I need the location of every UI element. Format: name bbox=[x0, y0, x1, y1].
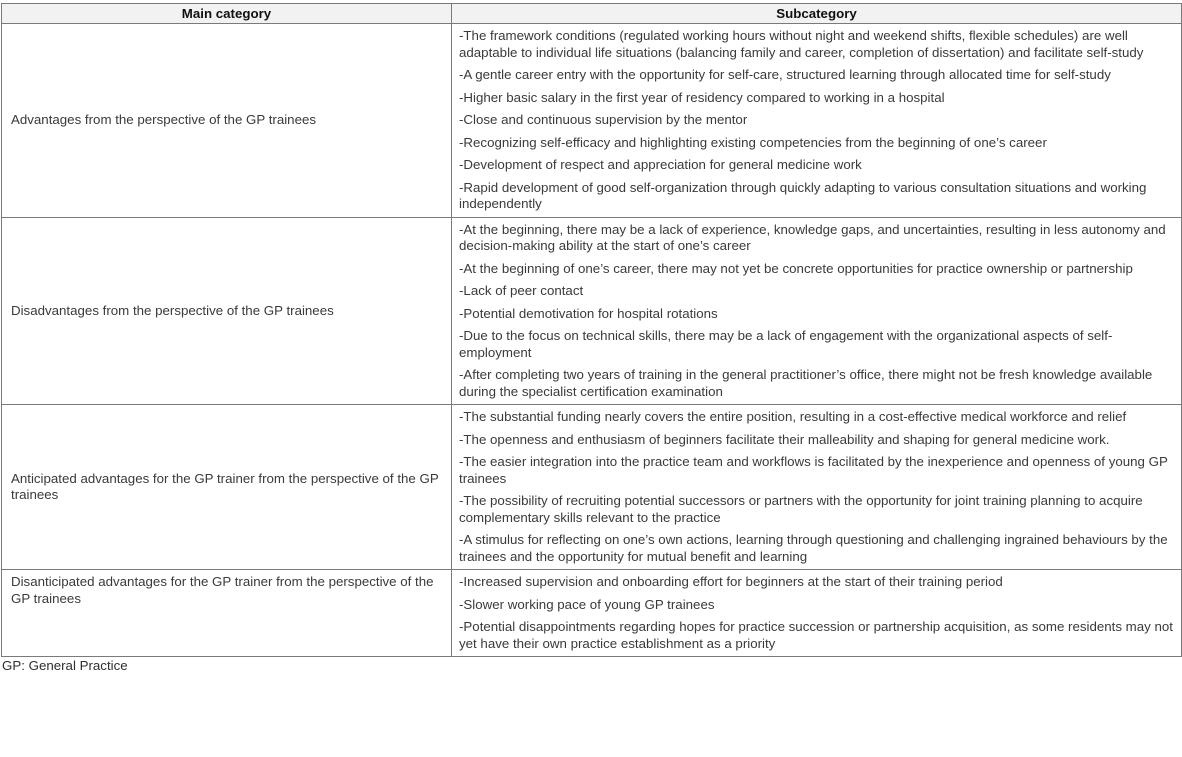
subcategory-item: -Development of respect and appreciation for general medicine work bbox=[459, 157, 862, 172]
subcategory-item: -Rapid development of good self-organization through quickly adapting to various consultation situations and working independently bbox=[459, 179, 1147, 211]
table-row bbox=[2, 570, 1182, 657]
table-row bbox=[2, 217, 1182, 405]
subcategory-item: -At the beginning of one’s career, there may not yet be concrete opportunities for practice ownership or partnership bbox=[459, 260, 1133, 276]
main-category-header: Main category bbox=[2, 4, 452, 24]
subcategory-cell bbox=[452, 24, 1182, 218]
subcategory-cell bbox=[452, 570, 1182, 657]
subcategory-item: -The framework conditions (regulated working hours without night and weekend shifts, flexible schedules) are well adaptable to individual life situations (balancing family and career, completion of dissertation) and facilitate self-study bbox=[459, 28, 1144, 60]
table-body bbox=[2, 24, 1182, 657]
subcategory-cell bbox=[452, 217, 1182, 405]
subcategory-item: -Potential disappointments regarding hopes for practice succession or partnership acquisition, as some residents may not yet have their own practice establishment as a priority bbox=[459, 619, 1173, 651]
table-row bbox=[2, 24, 1182, 218]
subcategory-item: -Close and continuous supervision by the mentor bbox=[459, 112, 748, 127]
category-table bbox=[1, 3, 1182, 657]
subcategory-item: -A gentle career entry with the opportunity for self-care, structured learning through allocated time for self-study bbox=[459, 67, 1111, 82]
table-header-row bbox=[2, 4, 1182, 24]
subcategory-item: -A stimulus for reflecting on one’s own actions, learning through questioning and challenging ingrained behaviours by the trainees and the opportunity for mutual benefit and learning bbox=[459, 532, 1168, 564]
subcategory-item: -The openness and enthusiasm of beginners facilitate their malleability and shaping for general medicine work. bbox=[459, 431, 1110, 447]
subcategory-item: -Increased supervision and onboarding effort for beginners at the start of their training period bbox=[459, 574, 1003, 589]
main-category-cell: Disanticipated advantages for the GP trainer from the perspective of the GP trainees bbox=[2, 570, 452, 657]
table-row bbox=[2, 405, 1182, 570]
subcategory-item: -Potential demotivation for hospital rotations bbox=[459, 305, 718, 321]
footnote: GP: General Practice bbox=[2, 658, 128, 673]
main-category-cell: Anticipated advantages for the GP trainer from the perspective of the GP trainees bbox=[2, 405, 452, 570]
subcategory-item: -Higher basic salary in the first year of residency compared to working in a hospital bbox=[459, 89, 945, 105]
subcategory-header: Subcategory bbox=[452, 4, 1182, 24]
subcategory-item: -Lack of peer contact bbox=[459, 283, 584, 298]
subcategory-item: -After completing two years of training in the general practitioner’s office, there might not be fresh knowledge available during the specialist certification examination bbox=[459, 367, 1153, 399]
subcategory-item: -The easier integration into the practice team and workflows is facilitated by the inexperience and openness of young GP trainees bbox=[459, 454, 1168, 486]
subcategory-item: -At the beginning, there may be a lack of experience, knowledge gaps, and uncertainties, resulting in less autonomy and decision-making ability at the start of one’s career bbox=[459, 221, 1166, 253]
subcategory-item: -Recognizing self-efficacy and highlighting existing competencies from the beginning of one’s career bbox=[459, 134, 1047, 150]
subcategory-item: -The substantial funding nearly covers the entire position, resulting in a cost-effective medical workforce and relief bbox=[459, 409, 1127, 424]
main-category-cell: Advantages from the perspective of the GP trainees bbox=[2, 24, 452, 218]
subcategory-item: -Slower working pace of young GP trainees bbox=[459, 596, 715, 612]
subcategory-item: -The possibility of recruiting potential successors or partners with the opportunity for joint training planning to acquire complementary skills relevant to the practice bbox=[459, 493, 1143, 525]
main-category-cell: Disadvantages from the perspective of the GP trainees bbox=[2, 217, 452, 405]
subcategory-item: -Due to the focus on technical skills, there may be a lack of engagement with the organizational aspects of self-employment bbox=[459, 328, 1113, 360]
subcategory-cell bbox=[452, 405, 1182, 570]
